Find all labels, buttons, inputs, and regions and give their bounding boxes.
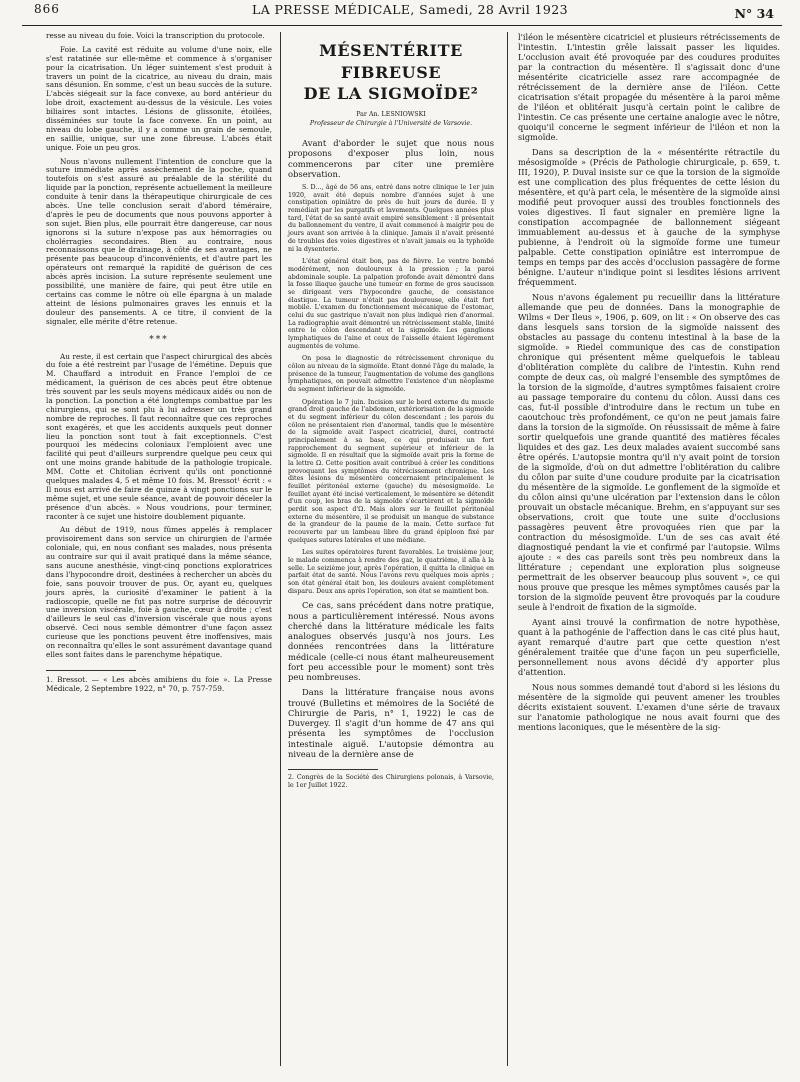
paragraph: Avant d'aborder le sujet que nous nous proposons d'exposer plus loin, nous commencerons par citer une première observation. — [288, 138, 494, 179]
footnote-rule — [46, 670, 136, 671]
column-left — [46, 32, 272, 693]
article-title-line: MÉSENTÉRITE FIBREUSE — [319, 41, 463, 82]
paragraph: Nous nous sommes demandé tout d'abord si les lésions du mésentère de la sigmoïde qui peuvent amener les troubles décrits existaient souvent. L'examen d'une série de travaux sur l'anatomie pathologique ne nous avait fourni que des mentions laconiques, que le mésentère de la sig- — [518, 682, 780, 732]
article-title-line: DE LA SIGMOÏDE² — [303, 84, 479, 104]
column-right — [518, 32, 780, 737]
paragraph: Dans la littérature française nous avons trouvé (Bulletins et mémoires de la Société de Chirurgie de Paris, n° 1, 1922) le cas de Duvergey. Il s'agit d'un homme de 47 ans qui présenta les symptômes de l'occlusion intestinale aiguë. L'autopsie démontra au niveau de la dernière anse de — [288, 687, 494, 759]
paragraph: Au reste, il est certain que l'aspect chirurgical des abcès du foie a été restreint par l'usage de l'émétine. Depuis que M. Chauffard a introduit en France l'emploi de ce médicament, la guérison de ces abcès peut être obtenue très souvent par les seuls moyens médicaux aidés ou non de la ponction. La ponction a été longtemps combattue par les chirurgiens, qui se sont plu à lui adresser un très grand nombre de reproches. Il faut reconnaître que ces reproches sont exagérés, et que les accidents auxquels peut donner lieu la ponction sont tout à fait exceptionnels. C'est pourquoi les médecins coloniaux l'emploient avec une facilité qui peut d'ailleurs surprendre quelque peu ceux qui ont une moins grande habitude de la pathologie tropicale. MM. Cotte et Chitolian écrivent qu'ils ont ponctionné quelques malades 4, 5 et même 10 fois. M. Bressot¹ écrit : « Il nous est arrivé de faire de quinze à vingt ponctions sur le même sujet, et une seule séance, avant de pouvoir déceler la présence d'un abcès. » Nous voudrions, pour terminer, raconter à ce sujet une histoire doublement piquante. — [46, 351, 272, 521]
running-title: LA PRESSE MÉDICALE, Samedi, 28 Avril 1923 — [252, 2, 568, 17]
paragraph: Foie. La cavité est réduite au volume d'une noix, elle s'est ratatinée sur elle-même et commence à s'organiser pour la cicatrisation. Un léger suintement s'est produit à travers un point de la cicatrice, au niveau du drain, mais sans désunion. En somme, c'est un beau succès de la suture. L'abcès siégeait sur la face convexe, au bord antérieur du lobe droit, exactement au-dessus de la vésicule. Les voies biliaires sont intactes. Lésions de glissonite, étoilées, disséminées sur toute la face convexe. En un point, au niveau du lobe gauche, il y a comme un grain de semoule, en saillie, unique, sur une zone fibreuse. L'abcès était unique. Foie un peu gros. — [46, 44, 272, 152]
paragraph: Au début de 1919, nous fûmes appelés à remplacer provisoirement dans son service un chirurgien de l'armée coloniale, qui, en nous confiant ses malades, nous présenta au contraire sur qui il avait pratiqué dans la même séance, sans aucune anesthésie, vingt-cinq ponctions exploratrices dans l'hypocondre droit, destinées à rechercher un abcès du foie, sans pouvoir trouver de pus. Or, ayant eu, quelques jours après, la curiosité d'examiner le patient à la radioscopie, quelle ne fut pas notre surprise de découvrir une inversion viscérale, foie à gauche, cœur à droite ; c'est d'ailleurs le seul cas d'inversion viscérale que nous ayons observé. Ceci nous semble démontrer d'une façon assez curieuse que les ponctions peuvent être inoffensives, mais on reconnaîtra qu'elles le sont assurément davantage quand elles sont faites dans le parenchyme hépatique. — [46, 525, 272, 659]
paragraph: resse au niveau du foie. Voici la transcription du protocole. — [46, 31, 265, 40]
paragraph: Ce cas, sans précédent dans notre pratique, nous a particulièrement intéressé. Nous avons cherché dans la littérature médicale les faits analogues observés jusqu'à nos jours. Les données rencontrées dans la littérature médicale (celle-ci nous étant malheureusement fort peu accessible pour le moment) sont très peu nombreuses. — [288, 600, 494, 683]
column-divider — [507, 32, 508, 1066]
page-header — [22, 0, 782, 28]
paragraph: Opération le 7 juin. Incision sur le bord externe du muscle grand droit gauche de l'abdomen, extériorisation de la sigmoïde et du segment inférieur du côlon descendant ; les parois du côlon ne présentaient rien d'anormal, tandis que le mésentère de la sigmoïde avait l'aspect cicatriciel, durci, contracté principalement à sa base, ce qui produisait un fort rapprochement du segment supérieur et inférieur de la sigmoïde. Il en résultait que la sigmoïde avait pris la forme de la lettre Ω. Cette position avait contribué à créer les conditions provoquant les symptômes du rétrécissement chronique. Les dites lésions du mésentère concernaient principalement le feuillet péritonéal externe (gauche) du mésosigmoïde. Le feuillet ayant été incisé verticalement, le mésentère se détendit d'un coup, les bras de la sigmoïde s'écartèrent et la sigmoïde perdit son aspect d'Ω. Mais alors sur le feuillet péritonéal externe du mésentère, il se produisit un manque de substance de la grandeur de la paume de la main. Cette surface fut recouverte par un lambeau libre du grand épiploon fixé par quelques sutures latérales et une médiane. — [288, 398, 494, 544]
page-number: 866 — [34, 2, 60, 16]
paragraph: l'iléon le mésentère cicatriciel et plusieurs rétrécissements de l'intestin. L'intestin grêle laissait passer les liquides. L'occlusion avait été provoquée par des coudures produites par la contraction du mésentère. Il s'agissait donc d'une mésentérite cicatricielle assez rare accompagnée de rétrécissement de la dernière anse de l'iléon. Cette cicatrisation s'était propagée du mésentère à la paroi même de l'iléon et oblitérait jusqu'à certain point le calibre de l'intestin. Ce cas présente une certaine analogie avec le nôtre, quoiqu'il concerne le segment inférieur de l'iléon et non la sigmoïde. — [518, 32, 780, 142]
footnote: 1. Bressot. — « Les abcès amibiens du foie ». La Presse Médicale, 2 Septembre 1922, n° 70, p. 757-759. — [46, 674, 272, 693]
column-middle — [288, 32, 494, 790]
footnote-rule — [288, 769, 378, 770]
paragraph: Les suites opératoires furent favorables. Le troisième jour, le malade commença à rendre des gaz, le quatrième, il alla à la selle. Le seizième jour, après l'opération, il quitta la clinique en parfait état de santé. Nous l'avons revu quelques mois après ; son état général était bon, les douleurs avaient complètement disparu. Deux ans après l'opération, son état se maintient bon. — [288, 549, 494, 595]
paragraph: L'état général était bon, pas de fièvre. Le ventre bombé modérément, non douloureux à la pression ; la paroi abdominale souple. La palpation profonde avait démontré dans la fosse iliaque gauche une tumeur en forme de gros saucisson se dirigeant vers l'hypocondre gauche, de consistance élastique. La tumeur n'était pas douloureuse, elle était fort mobile. L'examen du fonctionnement mécanique de l'estomac, celui du suc gastrique n'avait non plus indiqué rien d'anormal. La radiographie avait démontré un rétrécissement stable, limité entre le côlon descendant et la sigmoïde. Les ganglions lymphatiques de l'aine et ceux de l'aisselle étaient légèrement augmentés de volume. — [288, 258, 494, 350]
paragraph: Ayant ainsi trouvé la confirmation de notre hypothèse, quant à la pathogénie de l'affection dans le cas cité plus haut, ayant remarqué d'autre part que cette question n'est généralement traitée que d'une façon un peu superficielle, personnellement nous avons décidé d'y apporter plus d'attention. — [518, 617, 780, 677]
issue-number: N° 34 — [734, 6, 774, 21]
header-rule — [22, 25, 782, 26]
author-affiliation: Professeur de Chirurgie à l'Université de Varsovie. — [309, 120, 473, 128]
paragraph: Dans sa description de la « mésentérite rétractile du mésosigmoïde » (Précis de Pathologie chirurgicale, p. 659, t. III, 1920), P. Duval insiste sur ce que la torsion de la sigmoïde est une complication des plus fréquentes de cette lésion du mésentère, et qu'à part cela, le mésentère de la sigmoïde ainsi modifié peut provoquer aussi des troubles fonctionnels des voies digestives. Il faut signaler en première ligne la constipation accompagnée de ballonnement siégeant immuablement au-dessus et à gauche de la symphyse pubienne, à l'endroit où la sigmoïde forme une tumeur palpable. Cette constipation opiniâtre est interrompue de temps en temps par des accès d'occlusion passagère de forme bénigne. L'auteur n'indique point si lesdites lésions arrivent fréquemment. — [518, 147, 780, 287]
paragraph: Nous n'avons également pu recueillir dans la littérature allemande que peu de données. Dans la monographie de Wilms « Der Ileus », 1906, p. 609, on lit : « On observe des cas dans lesquels sans torsion de la sigmoïde naissent des obstacles au passage du contenu intestinal à la base de la sigmoïde. » Riedel communique des cas de constipation chronique qui présentent même quelquefois le tableau d'oblitération complète du calibre de l'intestin. Kuhn rend compte de deux cas, où malgré l'ensemble des symptômes de la torsion de la sigmoïde, d'autres symptômes faisaient croire au passage temporaire du contenu du côlon. Aussi dans ces cas, fut-il possible d'introduire dans le rectum un tube en caoutchouc très profondément, ce qu'on ne peut jamais faire dans la torsion de la sigmoïde. On réussissait de même à faire sortir quelquefois une grande quantité des matières fécales liquides et des gaz. Les deux malades avaient succombé sans être opérés. L'autopsie montra qu'il n'y avait point de torsion de la sigmoïde, d'où on dut admettre l'oblitération du calibre du côlon par suite d'une coudure produite par la cicatrisation du mésentère de la sigmoïde. Le gonflement de la sigmoïde et du côlon ainsi qu'une ulcération par l'extension dans le côlon prouvait un obstacle mécanique. Brehm, en s'appuyant sur ses observations, croit que toute une suite d'occlusions passagères peuvent être provoquées rien que par la contraction du mésosigmoïde. L'un de ses cas avait été diagnostiqué pendant la vie et confirmé par l'autopsie. Wilms ajoute : « des cas pareils sont très peu nombreux dans la littérature ; cependant une exploration plus soigneuse permettrait de les observer beaucoup plus souvent », ce qui nous prouve que presque les mêmes symptômes causés par la torsion de la sigmoïde peuvent être provoqués par la coudure seule à l'endroit de fixation de la sigmoïde. — [518, 292, 780, 612]
paragraph: Nous n'avons nullement l'intention de conclure que la suture immédiate après assèchement de la poche, quand toutefois on s'est assuré au préalable de la stérilité du liquide par la ponction, représente actuellement la meilleure conduite à tenir dans la thérapeutique chirurgicale de ces abcès. Une telle conclusion serait d'abord téméraire, d'après le peu de documents que nous pouvons apporter à son sujet. Bien plus, elle pourrait être dangereuse, car nous ignorons si la suture n'expose pas aux hémorragies ou cholérragies secondaires. Bien au contraire, nous reconnaissons que le drainage, à côté de ses avantages, ne présente pas beaucoup d'inconvénients, et d'autre part les opérateurs ont remarqué la rapidité de guérison de ces abcès après incision. La suture représente seulement une possibilité, une manière de faire, qui peut être utile en certains cas comme le nôtre où elle épargna à un malade atteint de lésions pulmonaires graves les ennuis et la douleur des pansements. A ce titre, il convient de la signaler, elle mérite d'être retenue. — [46, 156, 272, 326]
paragraph: On posa le diagnostic de rétrécissement chronique du côlon au niveau de la sigmoïde. Étant donné l'âge du malade, la présence de la tumeur, l'augmentation de volume des ganglions lymphatiques, on pouvait admettre l'existence d'un néoplasme du segment inférieur de la sigmoïde. — [288, 355, 494, 393]
section-separator: *** — [149, 334, 169, 345]
article-title — [288, 40, 494, 105]
paragraph: S. D..., âgé de 56 ans, entré dans notre clinique le 1er juin 1920, avait été depuis nombre d'années sujet à une constipation opiniâtre de près de huit jours de durée. Il y remédiait par les purgatifs et lavements. Quelques années plus tard, l'état de sa santé avait empiré sensiblement : il présentait du ballonnement du ventre, il avait commencé à maigrir peu de jours avant son arrivée à la clinique. Jamais il n'avait présenté de troubles des voies digestives et n'avait jamais eu la typhoïde ni la dysenterie. — [288, 184, 494, 253]
footnote: 2. Congrès de la Société des Chirurgiens polonais, à Varsovie, le 1er Juillet 1922. — [288, 774, 494, 789]
column-divider — [280, 32, 281, 1066]
article-author: Par An. LESNIOWSKI — [356, 110, 426, 118]
